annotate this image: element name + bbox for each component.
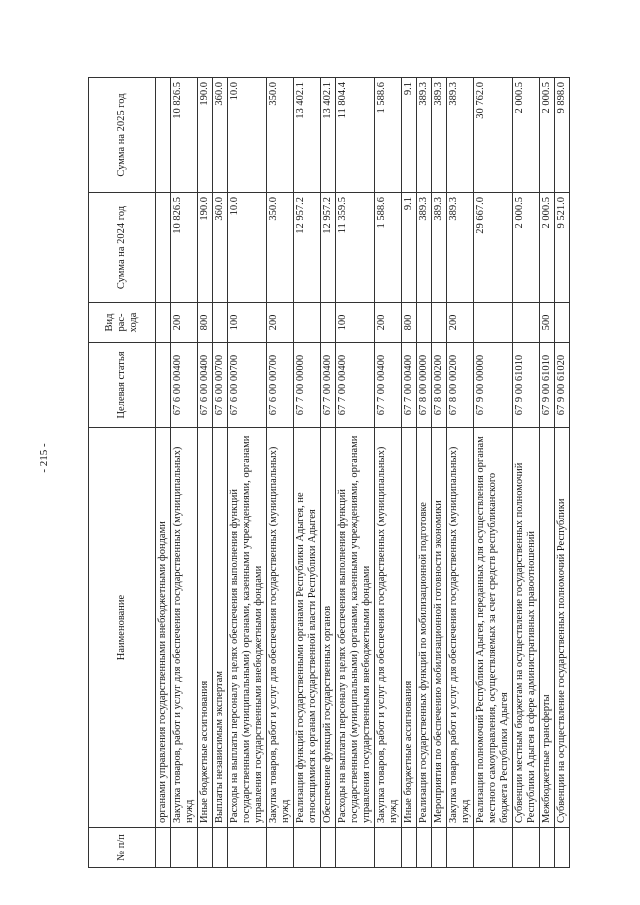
cell-s2025: 2 000.5	[513, 78, 540, 193]
cell-s2025: 360.0	[213, 78, 228, 193]
cell-num	[432, 828, 447, 868]
page-number: - 215 -	[38, 443, 50, 473]
cell-s2025: 350.0	[267, 78, 294, 193]
cell-s2025: 190.0	[198, 78, 213, 193]
cell-vid	[555, 303, 570, 343]
cell-name: Субвенции местным бюджетам на осуществление государственных полномочий Республики Адыгея в сфере административных правоотношений	[513, 428, 540, 828]
cell-s2024	[156, 193, 171, 303]
cell-s2024: 2 000.5	[540, 193, 555, 303]
cell-name: органами управления государственными внебюджетными фондами	[156, 428, 171, 828]
cell-s2024: 1 588.6	[375, 193, 402, 303]
cell-s2025: 30 762.0	[474, 78, 513, 193]
cell-num	[267, 828, 294, 868]
cell-vid	[474, 303, 513, 343]
cell-name: Субвенции на осуществление государственных полномочий Республики	[555, 428, 570, 828]
cell-s2024: 11 359.5	[336, 193, 375, 303]
cell-name: Реализация функций государственными органами Республики Адыгея, не относящимися к органам государственной власти Республики Адыгея	[294, 428, 321, 828]
cell-s2024: 9.1	[402, 193, 417, 303]
table-row	[171, 78, 198, 868]
cell-s2024: 10 826.5	[171, 193, 198, 303]
cell-num	[402, 828, 417, 868]
cell-s2025: 389.3	[417, 78, 432, 193]
cell-vid	[156, 303, 171, 343]
table-row	[513, 78, 540, 868]
cell-s2024: 12 957.2	[321, 193, 336, 303]
cell-s2025: 2 000.5	[540, 78, 555, 193]
header-sum-2024: Сумма на 2024 год	[89, 193, 156, 303]
cell-vid	[321, 303, 336, 343]
cell-num	[447, 828, 474, 868]
cell-code: 67 6 00 00400	[198, 343, 213, 428]
cell-vid: 500	[540, 303, 555, 343]
cell-vid: 200	[375, 303, 402, 343]
cell-code: 67 8 00 00200	[447, 343, 474, 428]
cell-code: 67 9 00 61010	[540, 343, 555, 428]
cell-s2024: 2 000.5	[513, 193, 540, 303]
cell-s2025: 10 826.5	[171, 78, 198, 193]
header-name: Наименование	[89, 428, 156, 828]
cell-s2024: 389.3	[447, 193, 474, 303]
cell-name: Закупка товаров, работ и услуг для обеспечения государственных (муниципальных) нужд	[267, 428, 294, 828]
budget-table	[88, 77, 570, 868]
cell-s2025: 1 588.6	[375, 78, 402, 193]
cell-name: Иные бюджетные ассигнования	[402, 428, 417, 828]
table-row	[156, 78, 171, 868]
cell-s2025: 13 402.1	[294, 78, 321, 193]
table-row	[336, 78, 375, 868]
cell-num	[228, 828, 267, 868]
cell-num	[417, 828, 432, 868]
cell-num	[336, 828, 375, 868]
cell-vid: 800	[402, 303, 417, 343]
table-row	[447, 78, 474, 868]
cell-vid: 200	[447, 303, 474, 343]
cell-num	[540, 828, 555, 868]
cell-code: 67 8 00 00000	[417, 343, 432, 428]
cell-s2024: 350.0	[267, 193, 294, 303]
cell-code: 67 6 00 00700	[213, 343, 228, 428]
cell-code: 67 9 00 61010	[513, 343, 540, 428]
cell-s2024: 360.0	[213, 193, 228, 303]
cell-num	[513, 828, 540, 868]
cell-vid: 200	[171, 303, 198, 343]
cell-s2024: 9 521.0	[555, 193, 570, 303]
cell-num	[294, 828, 321, 868]
cell-code: 67 7 00 00400	[402, 343, 417, 428]
table-row	[474, 78, 513, 868]
cell-name: Закупка товаров, работ и услуг для обеспечения государственных (муниципальных) нужд	[447, 428, 474, 828]
cell-s2024: 29 667.0	[474, 193, 513, 303]
table-row	[375, 78, 402, 868]
cell-s2024: 190.0	[198, 193, 213, 303]
cell-num	[156, 828, 171, 868]
cell-num	[321, 828, 336, 868]
table-row	[402, 78, 417, 868]
table-row	[267, 78, 294, 868]
cell-num	[171, 828, 198, 868]
cell-vid: 100	[336, 303, 375, 343]
cell-s2024: 12 957.2	[294, 193, 321, 303]
cell-code: 67 9 00 00000	[474, 343, 513, 428]
cell-s2025: 9 898.0	[555, 78, 570, 193]
cell-vid	[513, 303, 540, 343]
cell-code: 67 7 00 00400	[336, 343, 375, 428]
header-code: Целевая статья	[89, 343, 156, 428]
cell-code: 67 7 00 00000	[294, 343, 321, 428]
cell-s2025: 10.0	[228, 78, 267, 193]
table-body	[156, 78, 570, 868]
cell-name: Реализация полномочий Республики Адыгея, переданных для осуществления органам местного самоуправления, осуществляемых за счет средств республиканского бюджета Республики Адыгея	[474, 428, 513, 828]
cell-name: Расходы на выплаты персоналу в целях обеспечения выполнения функций государственными (муниципальными) органами, казенными учреждениями, органами управления государственными внебюджетными фондами	[336, 428, 375, 828]
table-header	[89, 78, 156, 868]
cell-name: Расходы на выплаты персоналу в целях обеспечения выполнения функций государственными (муниципальными) органами, казенными учреждениями, органами управления государственными внебюджетными фондами	[228, 428, 267, 828]
cell-s2025: 9.1	[402, 78, 417, 193]
cell-num	[375, 828, 402, 868]
cell-s2025: 389.3	[432, 78, 447, 193]
cell-name: Обеспечение функций государственных органов	[321, 428, 336, 828]
cell-num	[198, 828, 213, 868]
cell-num	[213, 828, 228, 868]
table-row	[228, 78, 267, 868]
cell-num	[474, 828, 513, 868]
cell-s2025: 389.3	[447, 78, 474, 193]
cell-name: Реализация государственных функций по мобилизационной подготовке	[417, 428, 432, 828]
cell-code: 67 6 00 00400	[171, 343, 198, 428]
header-num: № п/п	[89, 828, 156, 868]
cell-num	[555, 828, 570, 868]
cell-s2024: 10.0	[228, 193, 267, 303]
cell-code	[156, 343, 171, 428]
cell-code: 67 7 00 00400	[375, 343, 402, 428]
cell-code: 67 6 00 00700	[228, 343, 267, 428]
cell-name: Выплаты независимым экспертам	[213, 428, 228, 828]
cell-name: Закупка товаров, работ и услуг для обеспечения государственных (муниципальных) нужд	[375, 428, 402, 828]
cell-s2025	[156, 78, 171, 193]
header-row	[89, 78, 156, 868]
cell-name: Межбюджетные трансферты	[540, 428, 555, 828]
cell-code: 67 8 00 00200	[432, 343, 447, 428]
cell-vid: 800	[198, 303, 213, 343]
cell-code: 67 7 00 00400	[321, 343, 336, 428]
cell-vid	[294, 303, 321, 343]
cell-name: Закупка товаров, работ и услуг для обеспечения государственных (муниципальных) нужд	[171, 428, 198, 828]
header-sum-2025: Сумма на 2025 год	[89, 78, 156, 193]
cell-name: Иные бюджетные ассигнования	[198, 428, 213, 828]
cell-code: 67 6 00 00700	[267, 343, 294, 428]
cell-vid	[417, 303, 432, 343]
cell-vid: 100	[228, 303, 267, 343]
cell-s2025: 11 804.4	[336, 78, 375, 193]
table-row	[555, 78, 570, 868]
cell-vid	[432, 303, 447, 343]
cell-code: 67 9 00 61020	[555, 343, 570, 428]
table-row	[417, 78, 432, 868]
cell-name: Мероприятия по обеспечению мобилизационной готовности экономики	[432, 428, 447, 828]
cell-s2024: 389.3	[432, 193, 447, 303]
cell-s2024: 389.3	[417, 193, 432, 303]
table-row	[213, 78, 228, 868]
rotated-table-container	[88, 78, 568, 868]
cell-s2025: 13 402.1	[321, 78, 336, 193]
table-row	[432, 78, 447, 868]
cell-vid	[213, 303, 228, 343]
header-vid: Вид рас-хода	[89, 303, 156, 343]
table-row	[321, 78, 336, 868]
table-row	[540, 78, 555, 868]
cell-vid: 200	[267, 303, 294, 343]
table-row	[294, 78, 321, 868]
table-row	[198, 78, 213, 868]
